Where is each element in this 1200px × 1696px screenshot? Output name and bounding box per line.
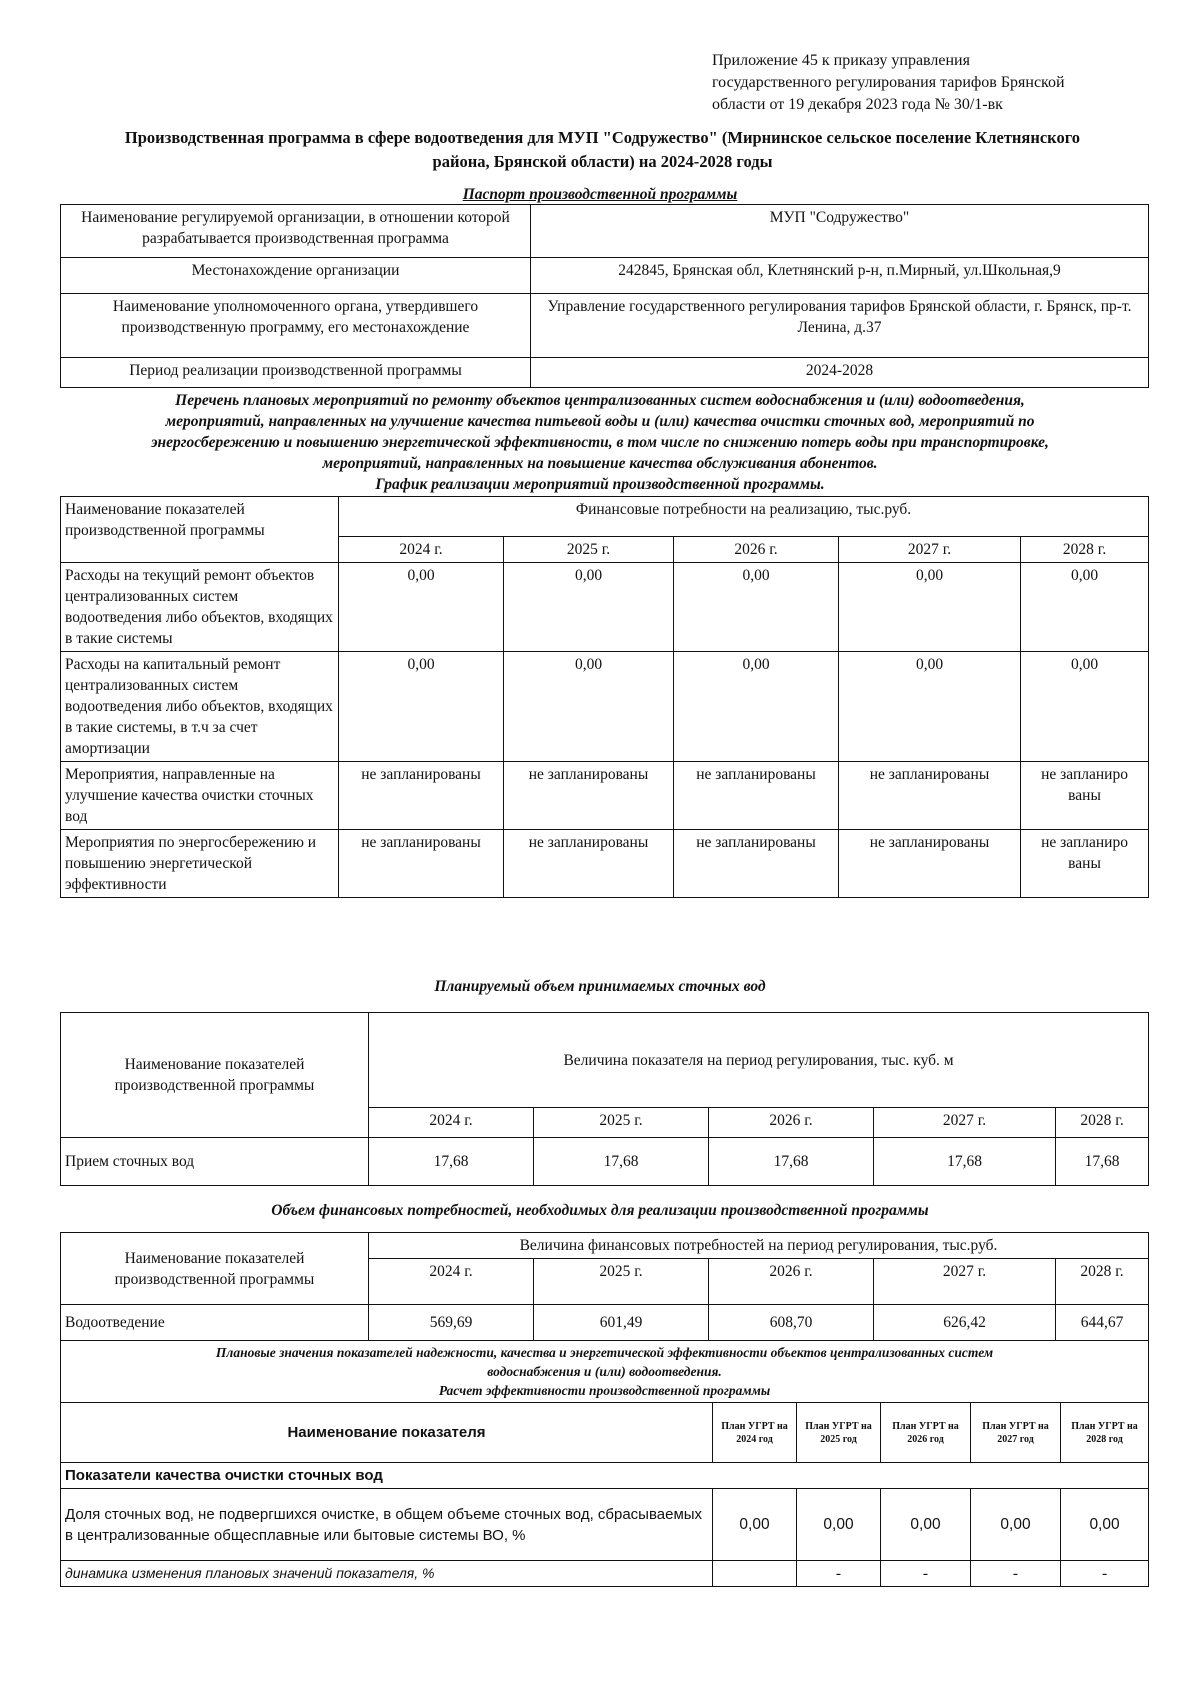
row-label: Мероприятия по энергосбережению и повышению энергетической эффективности xyxy=(61,830,339,898)
cell-value: не запланированы xyxy=(674,762,839,830)
passport-value: МУП "Содружество" xyxy=(531,205,1149,258)
plan-header: План УГРТ на 2025 год xyxy=(797,1403,881,1463)
cell-value: 17,68 xyxy=(709,1138,874,1186)
year-header: 2024 г. xyxy=(369,1108,534,1138)
table-row xyxy=(61,830,1149,898)
plan-header: План УГРТ на 2026 год xyxy=(881,1403,971,1463)
volume-table xyxy=(60,1012,1149,1186)
row-label: динамика изменения плановых значений показателя, % xyxy=(61,1561,713,1587)
cell-value: не запланиро ваны xyxy=(1021,830,1149,898)
row-label: Водоотведение xyxy=(61,1305,369,1341)
cell-value: 0,00 xyxy=(504,563,674,652)
indicators-note xyxy=(61,1341,1149,1403)
cell-value: 0,00 xyxy=(674,652,839,762)
indicators-table xyxy=(60,1340,1149,1587)
measures-table xyxy=(60,496,1149,898)
table-row xyxy=(61,1489,1149,1561)
cell-value: 0,00 xyxy=(797,1489,881,1561)
cell-value: 0,00 xyxy=(881,1489,971,1561)
table-row xyxy=(61,1463,1149,1489)
table-header-row xyxy=(61,1403,1149,1463)
cell-value: 17,68 xyxy=(874,1138,1056,1186)
cell-value: 0,00 xyxy=(1061,1489,1149,1561)
table-row xyxy=(61,762,1149,830)
cell-value: - xyxy=(1061,1561,1149,1587)
note-line: Расчет эффективности производственной программы xyxy=(438,1383,771,1398)
heading-line: Перечень плановых мероприятий по ремонту объектов централизованных систем водоснабжения и (или) водоотведения, xyxy=(175,392,1025,409)
table-row xyxy=(61,294,1149,358)
table-header-row xyxy=(61,1233,1149,1259)
plan-header: План УГРТ на 2028 год xyxy=(1061,1403,1149,1463)
passport-label: Наименование регулируемой организации, в отношении которой разрабатывается производственная программа xyxy=(61,205,531,258)
cell-value: не запланированы xyxy=(339,830,504,898)
column-header: Наименование показателей производственной программы xyxy=(61,497,339,563)
cell-value: не запланированы xyxy=(504,762,674,830)
cell-value: 17,68 xyxy=(369,1138,534,1186)
year-header: 2027 г. xyxy=(874,1259,1056,1305)
page-title xyxy=(60,126,1145,174)
cell-value: 0,00 xyxy=(1021,563,1149,652)
row-label: Мероприятия, направленные на улучшение качества очистки сточных вод xyxy=(61,762,339,830)
cell-value: 0,00 xyxy=(504,652,674,762)
year-header: 2028 г. xyxy=(1021,537,1149,563)
passport-value: 242845, Брянская обл, Клетнянский р-н, п.Мирный, ул.Школьная,9 xyxy=(531,258,1149,294)
heading-line: мероприятий, направленных на повышение качества обслуживания абонентов. xyxy=(322,455,878,472)
year-header: 2026 г. xyxy=(674,537,839,563)
cell-value: 17,68 xyxy=(534,1138,709,1186)
table-row xyxy=(61,1138,1149,1186)
year-header: 2024 г. xyxy=(369,1259,534,1305)
year-header: 2026 г. xyxy=(709,1108,874,1138)
passport-label: Местонахождение организации xyxy=(61,258,531,294)
cell-value: не запланиро ваны xyxy=(1021,762,1149,830)
year-header: 2026 г. xyxy=(709,1259,874,1305)
finance-heading: Объем финансовых потребностей, необходимых для реализации производственной программы xyxy=(271,1202,929,1219)
row-label: Доля сточных вод, не подвергшихся очистке, в общем объеме сточных вод, сбрасываемых в централизованные общесплавные или бытовые системы ВО, % xyxy=(61,1489,713,1561)
appendix-line: области от 19 декабря 2023 года № 30/1-вк xyxy=(712,96,1003,113)
cell-value: - xyxy=(971,1561,1061,1587)
row-label: Расходы на капитальный ремонт централизованных систем водоотведения либо объектов, входящих в такие системы, в т.ч за счет амортизации xyxy=(61,652,339,762)
passport-table xyxy=(60,204,1149,388)
cell-value: 644,67 xyxy=(1056,1305,1149,1341)
cell-value: 569,69 xyxy=(369,1305,534,1341)
year-header: 2024 г. xyxy=(339,537,504,563)
year-header: 2025 г. xyxy=(534,1108,709,1138)
cell-value: не запланированы xyxy=(339,762,504,830)
column-header: Наименование показателей производственной программы xyxy=(61,1233,369,1305)
cell-value: 0,00 xyxy=(839,652,1021,762)
table-row xyxy=(61,358,1149,388)
column-span-header: Величина финансовых потребностей на период регулирования, тыс.руб. xyxy=(369,1233,1149,1259)
table-row xyxy=(61,1341,1149,1403)
year-header: 2025 г. xyxy=(534,1259,709,1305)
title-line: района, Брянской области) на 2024-2028 годы xyxy=(432,152,773,171)
cell-value: - xyxy=(881,1561,971,1587)
column-span-header: Финансовые потребности на реализацию, тыс.руб. xyxy=(339,497,1149,537)
cell-value: не запланированы xyxy=(504,830,674,898)
column-header: Наименование показателя xyxy=(61,1403,713,1463)
passport-value: Управление государственного регулирования тарифов Брянской области, г. Брянск, пр-т. Ленина, д.37 xyxy=(531,294,1149,358)
measures-heading xyxy=(50,390,1150,495)
table-row xyxy=(61,652,1149,762)
volume-heading: Планируемый объем принимаемых сточных вод xyxy=(434,978,766,995)
cell-value: не запланированы xyxy=(839,762,1021,830)
row-label: Расходы на текущий ремонт объектов централизованных систем водоотведения либо объектов, входящих в такие системы xyxy=(61,563,339,652)
passport-label: Наименование уполномоченного органа, утвердившего производственную программу, его местонахождение xyxy=(61,294,531,358)
year-header: 2028 г. xyxy=(1056,1259,1149,1305)
note-line: водоснабжения и (или) водоотведения. xyxy=(487,1364,722,1379)
table-row xyxy=(61,1305,1149,1341)
cell-value xyxy=(713,1561,797,1587)
cell-value: 0,00 xyxy=(339,563,504,652)
table-row xyxy=(61,205,1149,258)
note-line: Плановые значения показателей надежности, качества и энергетической эффективности объектов централизованных систем xyxy=(215,1345,994,1360)
cell-value: 601,49 xyxy=(534,1305,709,1341)
cell-value: - xyxy=(797,1561,881,1587)
appendix-line: Приложение 45 к приказу управления xyxy=(712,52,970,69)
cell-value: 0,00 xyxy=(971,1489,1061,1561)
row-label: Прием сточных вод xyxy=(61,1138,369,1186)
cell-value: 0,00 xyxy=(339,652,504,762)
section-header: Показатели качества очистки сточных вод xyxy=(61,1463,1149,1489)
cell-value: 0,00 xyxy=(713,1489,797,1561)
cell-value: не запланированы xyxy=(839,830,1021,898)
cell-value: 0,00 xyxy=(839,563,1021,652)
cell-value: 0,00 xyxy=(674,563,839,652)
plan-header: План УГРТ на 2024 год xyxy=(713,1403,797,1463)
appendix-line: государственного регулирования тарифов Брянской xyxy=(712,74,1065,91)
year-header: 2028 г. xyxy=(1056,1108,1149,1138)
heading-line: График реализации мероприятий производственной программы. xyxy=(375,476,825,493)
passport-heading: Паспорт производственной программы xyxy=(462,186,738,203)
column-header: Наименование показателей производственной программы xyxy=(61,1013,369,1138)
column-span-header: Величина показателя на период регулирования, тыс. куб. м xyxy=(369,1013,1149,1108)
title-line: Производственная программа в сфере водоотведения для МУП "Содружество" (Мирнинское сельское поселение Клетнянского xyxy=(124,128,1081,147)
cell-value: 0,00 xyxy=(1021,652,1149,762)
year-header: 2025 г. xyxy=(504,537,674,563)
cell-value: не запланированы xyxy=(674,830,839,898)
heading-line: мероприятий, направленных на улучшение качества питьевой воды и (или) качества очистки сточных вод, мероприятий по xyxy=(165,413,1035,430)
passport-label: Период реализации производственной программы xyxy=(61,358,531,388)
table-header-row xyxy=(61,1013,1149,1108)
passport-value: 2024-2028 xyxy=(531,358,1149,388)
table-row xyxy=(61,563,1149,652)
finance-table xyxy=(60,1232,1149,1341)
table-row xyxy=(61,258,1149,294)
year-header: 2027 г. xyxy=(839,537,1021,563)
cell-value: 17,68 xyxy=(1056,1138,1149,1186)
table-header-row xyxy=(61,497,1149,537)
heading-line: энергосбережению и повышению энергетической эффективности, в том числе по снижению потерь воды при транспортировке, xyxy=(151,434,1049,451)
plan-header: План УГРТ на 2027 год xyxy=(971,1403,1061,1463)
year-header: 2027 г. xyxy=(874,1108,1056,1138)
table-row xyxy=(61,1561,1149,1587)
cell-value: 608,70 xyxy=(709,1305,874,1341)
cell-value: 626,42 xyxy=(874,1305,1056,1341)
appendix-note xyxy=(712,50,1152,116)
